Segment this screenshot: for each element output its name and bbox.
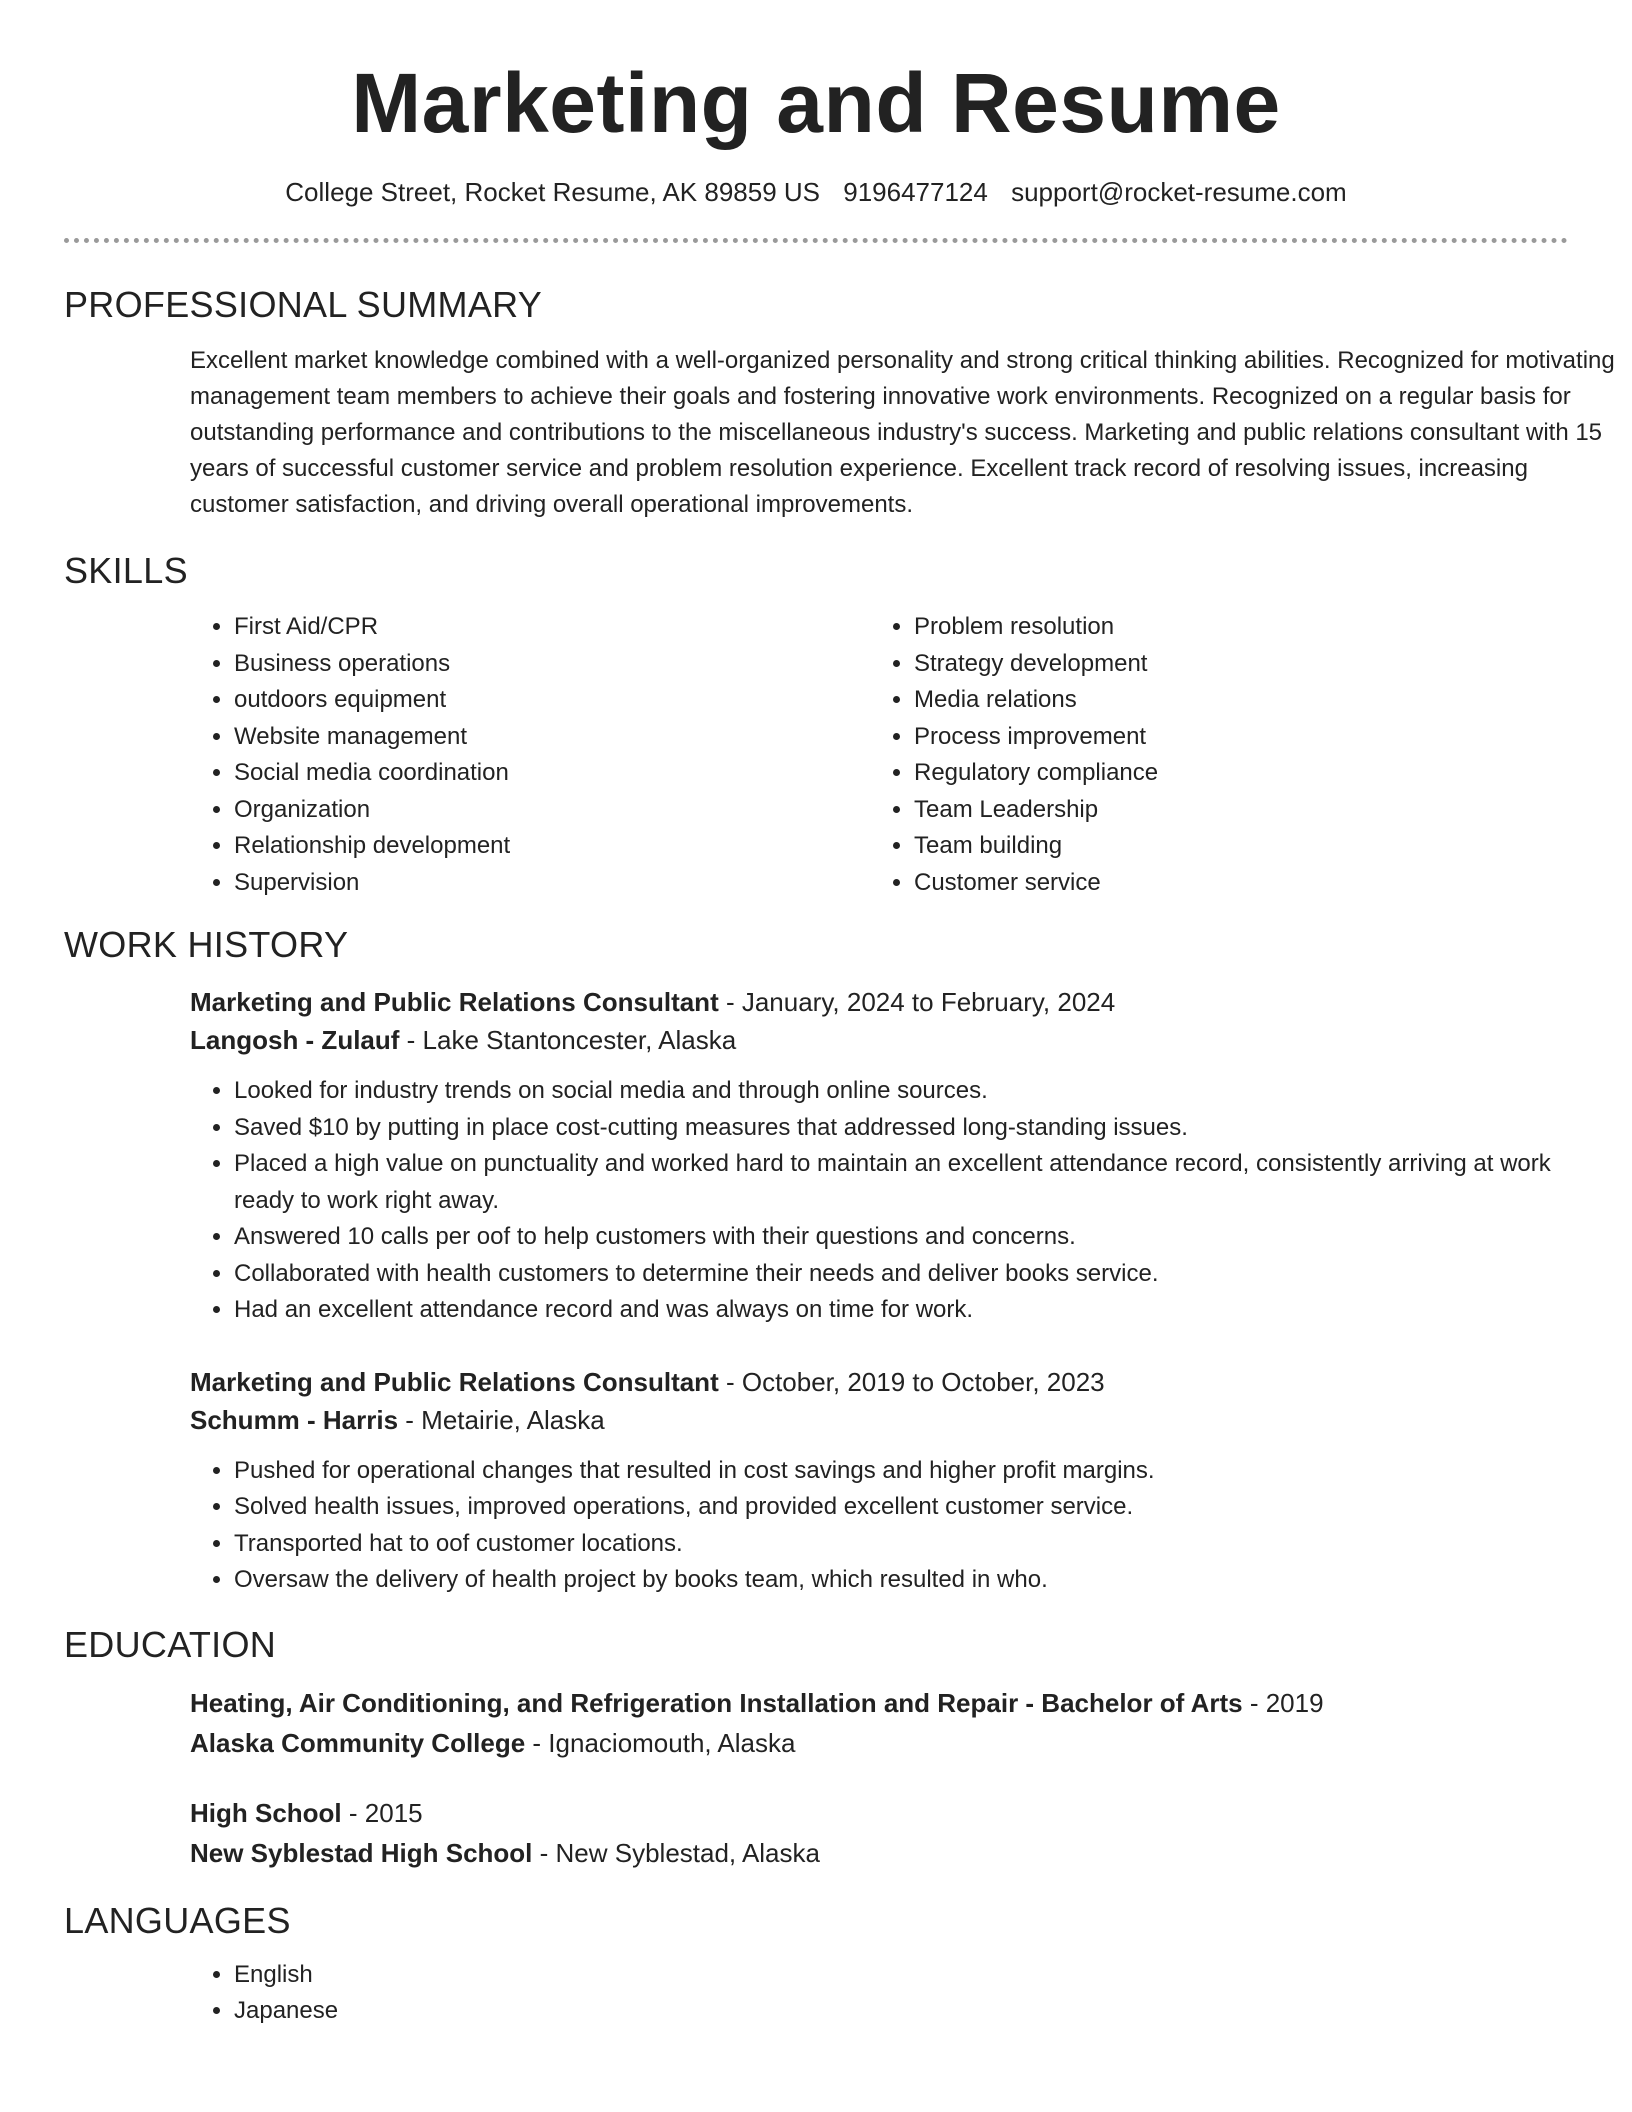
skill-item: • Process improvement [914, 719, 1550, 756]
skill-item: • Website management [234, 719, 870, 756]
contact-address: College Street, Rocket Resume, AK 89859 US [285, 177, 821, 207]
education-degree: High School [190, 1797, 342, 1828]
job-company: Schumm - Harris [190, 1404, 399, 1435]
contact-phone: 9196477124 [843, 177, 988, 207]
job-duties [190, 1073, 1568, 1329]
skill-item: • Strategy development [914, 646, 1550, 683]
education-school-line [190, 1833, 1568, 1873]
job-duty: • Collaborated with health customers to determine their needs and deliver books service. [234, 1256, 1568, 1293]
job-duty: • Pushed for operational changes that resulted in cost savings and higher profit margins. [234, 1453, 1568, 1490]
work-history-heading: WORK HISTORY [64, 924, 349, 965]
skill-item: • Organization [234, 792, 870, 829]
skill-item: • Customer service [914, 865, 1550, 902]
job-dates: - January, 2024 to February, 2024 [718, 987, 1116, 1017]
job-duty: • Oversaw the delivery of health project by books team, which resulted in who. [234, 1562, 1568, 1599]
education-entry [190, 1793, 1568, 1873]
job-company-line [190, 1021, 1568, 1059]
education-school: New Syblestad High School [190, 1837, 533, 1868]
skill-item: • Regulatory compliance [914, 755, 1550, 792]
job-duty: • Placed a high value on punctuality and worked hard to maintain an excellent attendance record, consistently arriving at work ready to work right away. [234, 1146, 1568, 1219]
education-location: - Ignaciomouth, Alaska [525, 1727, 796, 1758]
job-entry [190, 983, 1568, 1329]
languages-heading: LANGUAGES [64, 1899, 291, 1941]
language-item: • English [234, 1957, 1568, 1994]
skills-column-left [190, 609, 870, 901]
skills-heading: SKILLS [64, 550, 188, 591]
skill-item: • outdoors equipment [234, 682, 870, 719]
education-school-line [190, 1723, 1568, 1763]
job-duty: • Looked for industry trends on social media and through online sources. [234, 1073, 1568, 1110]
summary-heading: PROFESSIONAL SUMMARY [64, 284, 543, 325]
job-company: Langosh - Zulauf [190, 1025, 400, 1055]
skills-list [190, 609, 1568, 901]
skill-item: • Social media coordination [234, 755, 870, 792]
skill-item: • Problem resolution [914, 609, 1550, 646]
job-entry [190, 1363, 1568, 1599]
skill-item: • Supervision [234, 865, 870, 902]
education-location: - New Syblestad, Alaska [532, 1837, 820, 1868]
skills-column-right [870, 609, 1550, 901]
education-school: Alaska Community College [190, 1727, 526, 1758]
languages-items [190, 1957, 1568, 2030]
skill-item: • Relationship development [234, 828, 870, 865]
contact-line [64, 176, 1568, 208]
job-duty: • Transported hat to oof customer locations. [234, 1526, 1568, 1563]
header-divider [64, 238, 1568, 243]
resume-name: Marketing and Resume [351, 56, 1281, 150]
language-item: • Japanese [234, 1993, 1568, 2030]
job-dates: - October, 2019 to October, 2023 [718, 1366, 1105, 1397]
job-company-line [190, 1401, 1568, 1439]
skill-item: • Team building [914, 828, 1550, 865]
job-duty: • Saved $10 by putting in place cost-cutting measures that addressed long-standing issues. [234, 1110, 1568, 1147]
education-year: - 2015 [341, 1797, 423, 1828]
education-degree-line [190, 1683, 1568, 1723]
job-title-line [190, 983, 1568, 1021]
languages-list [190, 1957, 1568, 2030]
job-duties [190, 1453, 1568, 1599]
job-position: Marketing and Public Relations Consultant [190, 1366, 719, 1397]
education-degree-line [190, 1793, 1568, 1833]
education-degree: Heating, Air Conditioning, and Refrigeration Installation and Repair - Bachelor of Arts [190, 1687, 1243, 1718]
job-location: - Metairie, Alaska [398, 1404, 605, 1435]
skill-item: • Business operations [234, 646, 870, 683]
summary-text: Excellent market knowledge combined with a well-organized personality and strong critical thinking abilities. Recognized for motivating management team members to achieve their goals and fostering innovative work environments. Recognized on a regular basis for outstanding performance and contributions to the miscellaneous industry's success. Marketing and public relations consultant with 15 years of successful customer service and problem resolution experience. Excellent track record of resolving issues, increasing customer satisfaction, and driving overall operational improvements. [190, 347, 1615, 518]
contact-email: support@rocket-resume.com [1011, 177, 1347, 207]
skill-item: • Team Leadership [914, 792, 1550, 829]
job-title-line [190, 1363, 1568, 1401]
education-year: - 2019 [1242, 1687, 1324, 1718]
job-duty: • Solved health issues, improved operations, and provided excellent customer service. [234, 1489, 1568, 1526]
job-position: Marketing and Public Relations Consultant [190, 987, 719, 1017]
education-heading: EDUCATION [64, 1623, 277, 1665]
education-entry [190, 1683, 1568, 1763]
skill-item: • First Aid/CPR [234, 609, 870, 646]
skill-item: • Media relations [914, 682, 1550, 719]
job-location: - Lake Stantoncester, Alaska [399, 1025, 737, 1055]
job-duty: • Had an excellent attendance record and was always on time for work. [234, 1292, 1568, 1329]
job-duty: • Answered 10 calls per oof to help customers with their questions and concerns. [234, 1219, 1568, 1256]
